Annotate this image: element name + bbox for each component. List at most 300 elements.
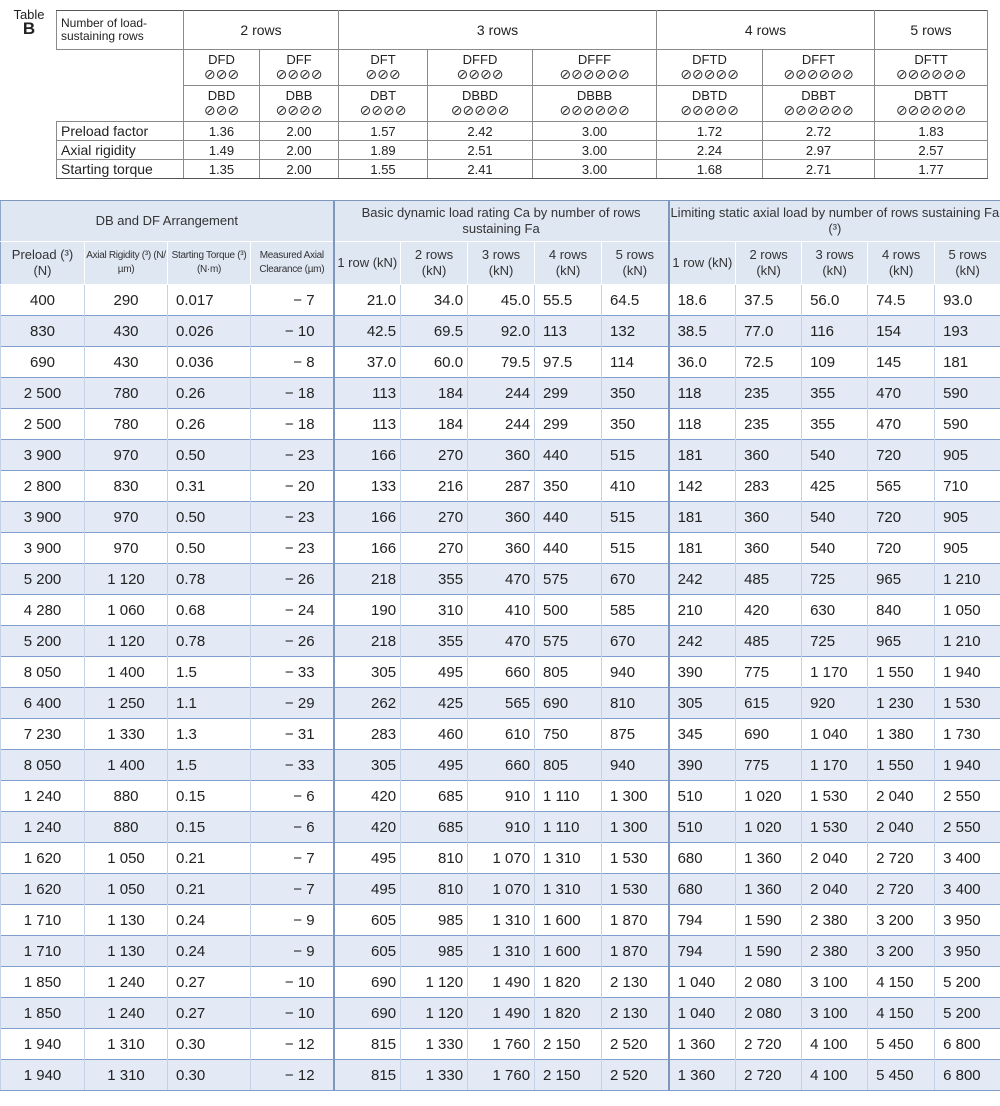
table-cell: 1.5: [168, 750, 251, 781]
table-cell: 4 100: [802, 1029, 868, 1060]
table-cell: 0.78: [168, 564, 251, 595]
table-cell: − 7: [251, 874, 334, 905]
table-cell: 2 720: [736, 1060, 802, 1091]
arrangement-cell: DFTD ⊘⊘⊘⊘⊘: [657, 50, 763, 86]
table-cell: 1 300: [602, 812, 669, 843]
table-cell: 1 170: [802, 750, 868, 781]
arrangement-cell: DBB ⊘⊘⊘⊘: [260, 86, 339, 122]
bearing-symbol-icon: ⊘⊘⊘⊘⊘: [680, 67, 739, 83]
table-cell: 1 210: [935, 564, 1000, 595]
table-cell: 2 080: [736, 998, 802, 1029]
table-cell: 1 040: [669, 998, 736, 1029]
table-cell: 1 130: [85, 936, 168, 967]
arrangement-cell: DBBB ⊘⊘⊘⊘⊘⊘: [533, 86, 657, 122]
table-cell: 470: [468, 626, 535, 657]
table-cell: 5 450: [868, 1029, 935, 1060]
table-cell: 400: [1, 285, 85, 316]
table-cell: 0.30: [168, 1029, 251, 1060]
table-cell: − 18: [251, 409, 334, 440]
table-cell: 440: [535, 533, 602, 564]
table-cell: 495: [334, 874, 401, 905]
table-cell: 184: [401, 409, 468, 440]
table-cell: − 12: [251, 1029, 334, 1060]
table-cell: 69.5: [401, 316, 468, 347]
table-cell: 3 200: [868, 936, 935, 967]
arrangement-group-header: DB and DF Arrangement: [1, 201, 334, 242]
table-cell: 840: [868, 595, 935, 626]
table-row: [1, 719, 1000, 750]
table-cell: 905: [935, 533, 1000, 564]
table-cell: 2 380: [802, 936, 868, 967]
table-cell: 1 020: [736, 781, 802, 812]
table-cell: 720: [868, 502, 935, 533]
table-cell: 965: [868, 626, 935, 657]
table-cell: 720: [868, 440, 935, 471]
table-cell: 1.5: [168, 657, 251, 688]
table-cell: 4 100: [802, 1060, 868, 1091]
table-cell: 216: [401, 471, 468, 502]
table-cell: 805: [535, 750, 602, 781]
table-cell: 181: [669, 440, 736, 471]
table-cell: 242: [669, 626, 736, 657]
table-cell: 244: [468, 378, 535, 409]
group-2-rows: 2 rows: [184, 11, 339, 50]
group-4-rows: 4 rows: [657, 11, 875, 50]
table-cell: 0.26: [168, 409, 251, 440]
factor-value: 1.89: [339, 141, 428, 160]
table-cell: 1 310: [535, 874, 602, 905]
table-cell: 132: [602, 316, 669, 347]
table-cell: 0.24: [168, 936, 251, 967]
table-cell: 34.0: [401, 285, 468, 316]
table-cell: 2 040: [802, 874, 868, 905]
table-cell: 970: [85, 533, 168, 564]
table-cell: 114: [602, 347, 669, 378]
table-cell: 690: [736, 719, 802, 750]
table-cell: 425: [802, 471, 868, 502]
table-cell: 1 940: [1, 1029, 85, 1060]
preload-factor-row: [57, 122, 988, 141]
table-cell: 5 450: [868, 1060, 935, 1091]
bearing-symbol-icon: ⊘⊘⊘: [365, 67, 401, 83]
table-cell: 0.026: [168, 316, 251, 347]
table-row: [1, 657, 1000, 688]
table-cell: 1 530: [802, 781, 868, 812]
table-cell: 970: [85, 440, 168, 471]
table-cell: 116: [802, 316, 868, 347]
table-cell: 1 820: [535, 998, 602, 1029]
table-cell: − 6: [251, 781, 334, 812]
table-cell: 410: [468, 595, 535, 626]
axial-rigidity-row: [57, 141, 988, 160]
table-cell: 5 200: [1, 564, 85, 595]
table-cell: 1 870: [602, 905, 669, 936]
table-cell: 360: [468, 502, 535, 533]
table-cell: 7 230: [1, 719, 85, 750]
table-cell: − 29: [251, 688, 334, 719]
factor-value: 3.00: [533, 160, 657, 179]
factor-value: 2.41: [428, 160, 533, 179]
factor-value: 2.72: [763, 122, 875, 141]
table-cell: − 20: [251, 471, 334, 502]
table-cell: 218: [334, 626, 401, 657]
table-cell: 299: [535, 409, 602, 440]
table-cell: 1 310: [85, 1060, 168, 1091]
table-cell: 305: [334, 657, 401, 688]
table-cell: 355: [802, 378, 868, 409]
load-rating-table: [0, 200, 1000, 1091]
table-cell: 2 040: [802, 843, 868, 874]
table-row: [1, 595, 1000, 626]
table-cell: 6 800: [935, 1060, 1000, 1091]
table-cell: 3 100: [802, 967, 868, 998]
table-cell: 142: [669, 471, 736, 502]
table-cell: 515: [602, 533, 669, 564]
table-cell: 1 820: [535, 967, 602, 998]
table-cell: 270: [401, 502, 468, 533]
table-cell: 145: [868, 347, 935, 378]
table-cell: 2 720: [868, 843, 935, 874]
table-cell: 1 070: [468, 843, 535, 874]
table-row: [1, 347, 1000, 378]
table-cell: 1 400: [85, 657, 168, 688]
table-cell: 3 950: [935, 936, 1000, 967]
bearing-symbol-icon: ⊘⊘⊘: [203, 67, 240, 83]
table-cell: 725: [802, 626, 868, 657]
table-cell: 515: [602, 440, 669, 471]
col-header-stat-2-rows: 2 rows (kN): [736, 242, 802, 285]
table-cell: 270: [401, 533, 468, 564]
table-cell: 1 530: [802, 812, 868, 843]
table-row: [1, 905, 1000, 936]
col-header-stat-3-rows: 3 rows (kN): [802, 242, 868, 285]
factor-value: 2.00: [260, 141, 339, 160]
table-cell: 1 870: [602, 936, 669, 967]
table-cell: 6 400: [1, 688, 85, 719]
table-cell: 0.27: [168, 998, 251, 1029]
arrangement-cell: DBTT ⊘⊘⊘⊘⊘⊘: [875, 86, 988, 122]
table-cell: 360: [468, 440, 535, 471]
table-cell: 133: [334, 471, 401, 502]
table-row: [1, 967, 1000, 998]
table-cell: 485: [736, 626, 802, 657]
table-cell: 3 400: [935, 874, 1000, 905]
table-cell: 181: [669, 502, 736, 533]
dynamic-load-group-header: Basic dynamic load rating Ca by number of rows sustaining Fa: [334, 201, 669, 242]
bearing-symbol-icon: ⊘⊘⊘⊘⊘: [680, 103, 739, 119]
bearing-symbol-icon: ⊘⊘⊘: [203, 103, 240, 119]
factor-value: 2.51: [428, 141, 533, 160]
table-cell: 750: [535, 719, 602, 750]
table-cell: 2 500: [1, 378, 85, 409]
table-cell: 495: [401, 750, 468, 781]
arrangement-cell: DFFD ⊘⊘⊘⊘: [428, 50, 533, 86]
table-cell: − 23: [251, 440, 334, 471]
table-row: [1, 440, 1000, 471]
table-cell: 1 760: [468, 1060, 535, 1091]
table-cell: 1 120: [85, 564, 168, 595]
table-cell: 8 050: [1, 750, 85, 781]
table-cell: 5 200: [935, 967, 1000, 998]
col-header-stat-5-rows: 5 rows (kN): [935, 242, 1000, 285]
factor-label: Preload factor: [57, 122, 184, 141]
table-row: [1, 626, 1000, 657]
table-cell: 2 500: [1, 409, 85, 440]
arrangement-cell: DFFT ⊘⊘⊘⊘⊘⊘: [763, 50, 875, 86]
table-cell: 290: [85, 285, 168, 316]
table-cell: 0.21: [168, 843, 251, 874]
table-cell: 1 040: [802, 719, 868, 750]
table-row: [1, 316, 1000, 347]
table-cell: 350: [602, 409, 669, 440]
table-cell: 305: [334, 750, 401, 781]
table-cell: 1 300: [602, 781, 669, 812]
bearing-symbol-icon: ⊘⊘⊘⊘⊘⊘: [559, 67, 630, 83]
table-cell: 93.0: [935, 285, 1000, 316]
table-cell: 1 940: [935, 750, 1000, 781]
table-cell: 244: [468, 409, 535, 440]
table-cell: 690: [334, 998, 401, 1029]
table-cell: 154: [868, 316, 935, 347]
table-cell: 1.3: [168, 719, 251, 750]
table-cell: 2 720: [868, 874, 935, 905]
table-cell: − 10: [251, 967, 334, 998]
table-cell: 310: [401, 595, 468, 626]
rows-header-label: Number of load-sustaining rows: [57, 11, 184, 50]
factor-value: 1.35: [184, 160, 260, 179]
table-cell: 630: [802, 595, 868, 626]
table-cell: 985: [401, 905, 468, 936]
factor-value: 1.49: [184, 141, 260, 160]
bearing-symbol-icon: ⊘⊘⊘⊘⊘: [450, 103, 510, 119]
factor-label: Axial rigidity: [57, 141, 184, 160]
table-cell: 1 040: [669, 967, 736, 998]
table-cell: 2 520: [602, 1060, 669, 1091]
table-cell: 0.036: [168, 347, 251, 378]
table-cell: 500: [535, 595, 602, 626]
table-cell: 720: [868, 533, 935, 564]
table-cell: 1 230: [868, 688, 935, 719]
table-row: [1, 285, 1000, 316]
group-5-rows: 5 rows: [875, 11, 988, 50]
table-cell: 1 310: [85, 1029, 168, 1060]
table-cell: 360: [736, 502, 802, 533]
table-cell: 3 900: [1, 440, 85, 471]
table-cell: 2 550: [935, 781, 1000, 812]
factor-value: 2.24: [657, 141, 763, 160]
table-cell: 218: [334, 564, 401, 595]
table-cell: − 10: [251, 316, 334, 347]
arrangement-cell: DFT ⊘⊘⊘: [339, 50, 428, 86]
table-cell: 690: [535, 688, 602, 719]
table-cell: 355: [401, 564, 468, 595]
table-cell: 190: [334, 595, 401, 626]
table-cell: 1 060: [85, 595, 168, 626]
table-cell: 920: [802, 688, 868, 719]
table-cell: 37.5: [736, 285, 802, 316]
col-header-axial-rigidity: Axial Rigidity (³) (N/µm): [85, 242, 168, 285]
table-cell: 510: [669, 781, 736, 812]
table-cell: 3 950: [935, 905, 1000, 936]
table-cell: 1 360: [669, 1029, 736, 1060]
table-cell: 1 210: [935, 626, 1000, 657]
arrangement-cell: DBD ⊘⊘⊘: [184, 86, 260, 122]
table-cell: − 6: [251, 812, 334, 843]
table-cell: 1 530: [602, 874, 669, 905]
table-cell: 1 360: [669, 1060, 736, 1091]
table-cell: 660: [468, 750, 535, 781]
table-cell: 235: [736, 409, 802, 440]
table-cell: 38.5: [669, 316, 736, 347]
table-cell: 92.0: [468, 316, 535, 347]
table-cell: 1 240: [85, 998, 168, 1029]
table-cell: 262: [334, 688, 401, 719]
table-cell: − 26: [251, 564, 334, 595]
table-b-title: [6, 8, 52, 36]
table-cell: 685: [401, 781, 468, 812]
table-cell: 1 130: [85, 905, 168, 936]
table-cell: − 7: [251, 843, 334, 874]
bearing-symbol-icon: ⊘⊘⊘⊘: [359, 103, 407, 119]
table-cell: 440: [535, 502, 602, 533]
bearing-symbol-icon: ⊘⊘⊘⊘⊘⊘: [895, 67, 967, 83]
table-cell: 1 600: [535, 905, 602, 936]
table-cell: 460: [401, 719, 468, 750]
table-cell: 0.24: [168, 905, 251, 936]
table-cell: 0.31: [168, 471, 251, 502]
table-cell: − 10: [251, 998, 334, 1029]
table-cell: 181: [935, 347, 1000, 378]
table-cell: − 7: [251, 285, 334, 316]
table-cell: 21.0: [334, 285, 401, 316]
table-cell: 390: [669, 657, 736, 688]
table-cell: 1 850: [1, 998, 85, 1029]
table-cell: 345: [669, 719, 736, 750]
table-cell: 1 620: [1, 843, 85, 874]
table-row: [1, 378, 1000, 409]
table-cell: 1 310: [468, 905, 535, 936]
table-cell: 3 400: [935, 843, 1000, 874]
table-cell: 775: [736, 657, 802, 688]
table-cell: − 31: [251, 719, 334, 750]
table-cell: 1 170: [802, 657, 868, 688]
table-cell: 355: [802, 409, 868, 440]
col-header-dyn-1-row: 1 row (kN): [334, 242, 401, 285]
table-cell: 685: [401, 812, 468, 843]
table-cell: 55.5: [535, 285, 602, 316]
table-cell: 0.27: [168, 967, 251, 998]
factor-value: 2.97: [763, 141, 875, 160]
table-cell: 420: [334, 812, 401, 843]
group-3-rows: 3 rows: [339, 11, 657, 50]
table-cell: 1 330: [401, 1029, 468, 1060]
table-cell: 118: [669, 378, 736, 409]
table-cell: 1 760: [468, 1029, 535, 1060]
table-cell: 1 120: [401, 998, 468, 1029]
table-row: [1, 533, 1000, 564]
table-cell: − 33: [251, 657, 334, 688]
table-cell: 440: [535, 440, 602, 471]
table-cell: 420: [736, 595, 802, 626]
factor-value: 2.00: [260, 122, 339, 141]
table-cell: 680: [669, 843, 736, 874]
table-cell: 4 150: [868, 998, 935, 1029]
col-header-stat-1-row: 1 row (kN): [669, 242, 736, 285]
table-cell: 74.5: [868, 285, 935, 316]
table-cell: 181: [669, 533, 736, 564]
table-row: [1, 843, 1000, 874]
bearing-symbol-icon: ⊘⊘⊘⊘⊘⊘: [895, 103, 967, 119]
table-cell: 910: [468, 781, 535, 812]
table-cell: 615: [736, 688, 802, 719]
table-cell: 690: [334, 967, 401, 998]
col-header-starting-torque: Starting Torque (³) (N·m): [168, 242, 251, 285]
table-row: [1, 502, 1000, 533]
bearing-symbol-icon: ⊘⊘⊘⊘: [456, 67, 504, 83]
table-row: [1, 471, 1000, 502]
table-cell: 2 040: [868, 812, 935, 843]
factor-value: 2.00: [260, 160, 339, 179]
table-cell: 910: [468, 812, 535, 843]
table-cell: 1 110: [535, 812, 602, 843]
table-cell: 585: [602, 595, 669, 626]
table-cell: 1 400: [85, 750, 168, 781]
table-cell: 590: [935, 378, 1000, 409]
table-cell: − 26: [251, 626, 334, 657]
table-cell: 305: [669, 688, 736, 719]
table-word: Table: [13, 7, 45, 22]
table-cell: 605: [334, 936, 401, 967]
table-cell: 575: [535, 564, 602, 595]
table-cell: − 9: [251, 905, 334, 936]
table-cell: 2 800: [1, 471, 85, 502]
table-cell: 0.21: [168, 874, 251, 905]
table-cell: 470: [468, 564, 535, 595]
table-cell: 113: [535, 316, 602, 347]
table-cell: 109: [802, 347, 868, 378]
table-cell: 18.6: [669, 285, 736, 316]
table-cell: 113: [334, 409, 401, 440]
table-cell: 1 590: [736, 905, 802, 936]
table-row: [1, 781, 1000, 812]
bearing-symbol-icon: ⊘⊘⊘⊘⊘⊘: [783, 103, 854, 119]
table-cell: 775: [736, 750, 802, 781]
table-cell: 37.0: [334, 347, 401, 378]
table-cell: 299: [535, 378, 602, 409]
table-row: [1, 998, 1000, 1029]
table-cell: 1.1: [168, 688, 251, 719]
table-cell: 3 100: [802, 998, 868, 1029]
table-cell: 1 070: [468, 874, 535, 905]
table-cell: 805: [535, 657, 602, 688]
table-cell: 166: [334, 533, 401, 564]
table-cell: 64.5: [602, 285, 669, 316]
arrangement-cell: DFD ⊘⊘⊘: [184, 50, 260, 86]
table-cell: − 9: [251, 936, 334, 967]
table-cell: 1 550: [868, 750, 935, 781]
bearing-symbol-icon: ⊘⊘⊘⊘⊘⊘: [783, 67, 854, 83]
table-cell: 283: [334, 719, 401, 750]
table-cell: 1 620: [1, 874, 85, 905]
table-cell: 1 240: [1, 812, 85, 843]
factor-value: 1.72: [657, 122, 763, 141]
table-cell: − 12: [251, 1060, 334, 1091]
table-cell: 36.0: [669, 347, 736, 378]
table-cell: 0.30: [168, 1060, 251, 1091]
arrangement-cell: DFFF ⊘⊘⊘⊘⊘⊘: [533, 50, 657, 86]
table-cell: 780: [85, 409, 168, 440]
col-header-dyn-3-rows: 3 rows (kN): [468, 242, 535, 285]
